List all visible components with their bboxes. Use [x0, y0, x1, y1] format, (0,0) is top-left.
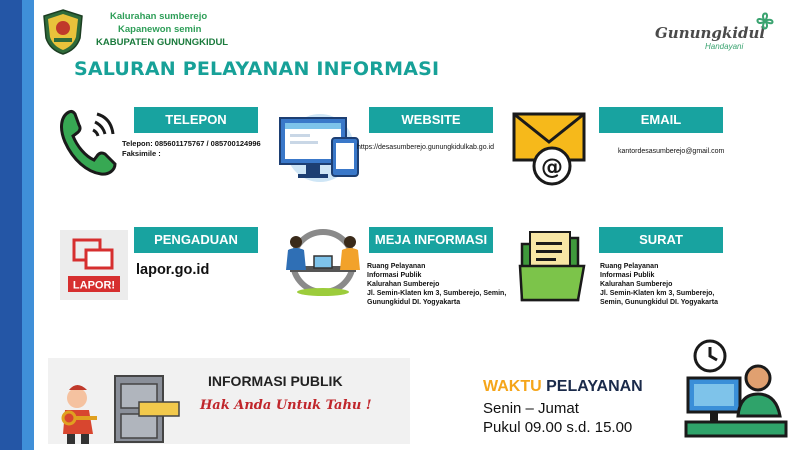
pengaduan-site[interactable]: lapor.go.id [136, 262, 210, 278]
folder-icon [518, 230, 590, 304]
email-address[interactable]: kantordesasumberejo@gmail.com [618, 148, 725, 155]
waktu-pelayanan-heading [483, 378, 643, 396]
banner-subtitle: Hak Anda Untuk Tahu ! [200, 398, 372, 413]
header-kalurahan: Kalurahan sumberejo [110, 11, 208, 22]
telepon-numbers: Telepon: 085601175767 / 085700124996 [122, 139, 261, 148]
telepon-button[interactable]: TELEPON [134, 107, 258, 133]
envelope-icon [512, 108, 588, 186]
meja-line-2: Informasi Publik [367, 272, 422, 279]
banner-title: INFORMASI PUBLIK [208, 373, 343, 389]
telepon-fax: Faksimile : [122, 149, 161, 158]
clock-user-icon [682, 338, 788, 442]
header-kabupaten: KABUPATEN GUNUNGKIDUL [96, 37, 229, 48]
pengaduan-button[interactable]: PENGADUAN [134, 227, 258, 253]
lapor-logo [60, 230, 128, 300]
meja-line-4: Jl. Semin-Klaten km 3, Sumberejo, Semin, [367, 290, 507, 297]
desk-icon [280, 226, 366, 300]
surat-line-1: Ruang Pelayanan [600, 263, 659, 270]
svg-text:@: @ [541, 155, 563, 180]
surat-line-4: Jl. Semin-Klaten km 3, Sumberejo, [600, 290, 715, 297]
website-button[interactable]: WEBSITE [369, 107, 493, 133]
cabinet-icon [55, 362, 185, 446]
page-title: SALURAN PELAYANAN INFORMASI [74, 58, 440, 80]
pelayanan-word: PELAYANAN [546, 378, 643, 395]
surat-line-2: Informasi Publik [600, 272, 655, 279]
lapor-logo-text: LAPOR! [72, 279, 116, 292]
brand-name: Gunungkidul [655, 24, 766, 42]
surat-line-3: Kalurahan Sumberejo [600, 281, 673, 288]
meja-line-1: Ruang Pelayanan [367, 263, 426, 270]
brand-subtitle: Handayani [705, 42, 744, 51]
brand-flower-icon [752, 8, 778, 34]
waktu-word: WAKTU [483, 378, 542, 395]
surat-button[interactable]: SURAT [599, 227, 723, 253]
website-url[interactable]: https://desasumberejo.gunungkidulkab.go.id [357, 144, 494, 151]
header-kapanewon: Kapanewon semin [118, 24, 202, 35]
surat-line-5: Semin, Gunungkidul DI. Yogyakarta [600, 299, 718, 306]
service-hours: Pukul 09.00 s.d. 15.00 [483, 419, 633, 436]
phone-icon [55, 106, 121, 178]
email-button[interactable]: EMAIL [599, 107, 723, 133]
monitor-icon [276, 110, 362, 182]
meja-informasi-button[interactable]: MEJA INFORMASI [369, 227, 493, 253]
service-days: Senin – Jumat [483, 400, 579, 417]
regency-seal-icon [40, 8, 86, 56]
left-stripe-light [22, 0, 34, 450]
meja-line-5: Gunungkidul DI. Yogyakarta [367, 299, 461, 306]
meja-line-3: Kalurahan Sumberejo [367, 281, 440, 288]
left-stripe-dark [0, 0, 22, 450]
